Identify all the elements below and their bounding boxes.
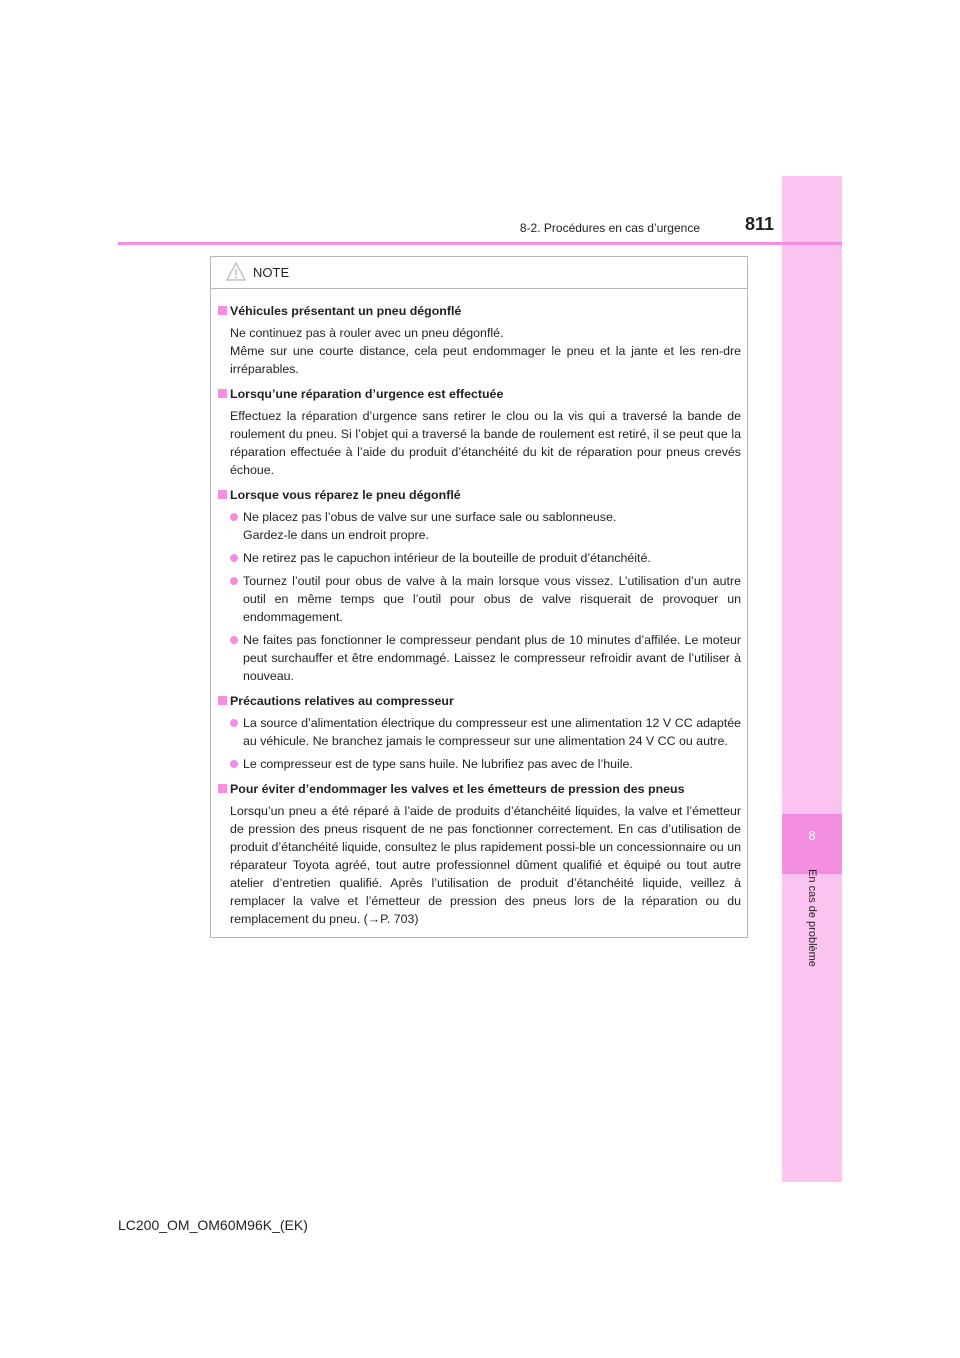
note-bullet-text: Tournez l’outil pour obus de valve à la main lorsque vous vissez. L’utilisation d’un autre outil en même temps que l’outil pour obus de valve risquerait de provoquer un endommagement. — [243, 574, 741, 624]
note-bullet — [218, 572, 741, 626]
note-paragraph: Ne continuez pas à rouler avec un pneu dégonflé. — [230, 326, 504, 340]
note-item — [218, 302, 741, 378]
note-title: NOTE — [253, 265, 290, 280]
note-item-heading: Pour éviter d’endommager les valves et les émetteurs de pression des pneus — [218, 780, 741, 798]
note-item-text — [218, 407, 741, 479]
note-item-text — [218, 802, 741, 928]
note-bullet-text: Gardez-le dans un endroit propre. — [243, 528, 429, 542]
note-item-heading: Lorsque vous réparez le pneu dégonflé — [218, 486, 741, 504]
note-body — [211, 289, 747, 928]
section-title: 8-2. Procédures en cas d’urgence — [519, 221, 700, 235]
note-item-text — [218, 324, 741, 378]
note-paragraph: Lorsqu’un pneu a été réparé à l’aide de produits d’étanchéité liquides, la valve et l’émetteur de pression des pneus risquent de ne pas fonctionner correctement. En cas d’utilisation de produit d’étanchéité liquide, consultez le plus rapidement possi-ble un concessionnaire ou un réparateur Toyota agréé, tout autre professionnel dûment qualifié et équipé ou tout autre atelier d’entretien qualifié. Après l’utilisation de produit d’étanchéité liquide, veillez à remplacer la valve et l’émetteur de pression des pneus lors de la réparation ou du remplacement du pneu. (→P. 703) — [230, 804, 741, 926]
note-bullet — [218, 631, 741, 685]
note-bullet-text: Ne faites pas fonctionner le compresseur pendant plus de 10 minutes d’affilée. Le moteur peut surchauffer et être endommagé. Laissez le compresseur refroidir avant de l’utiliser à nouveau. — [243, 633, 741, 683]
note-bullet — [218, 549, 741, 567]
note-bullet-text: La source d’alimentation électrique du compresseur est une alimentation 12 V CC adaptée au véhicule. Ne branchez jamais le compresseur sur une alimentation 24 V CC ou autre. — [243, 716, 741, 748]
note-item — [218, 780, 741, 928]
note-bullet — [218, 755, 741, 773]
note-item — [218, 385, 741, 479]
note-item-heading: Lorsqu’une réparation d’urgence est effectuée — [218, 385, 741, 403]
document-code: LC200_OM_OM60M96K_(EK) — [118, 1217, 308, 1233]
page-number: 811 — [744, 214, 774, 234]
note-paragraph: Même sur une courte distance, cela peut endommager le pneu et la jante et les ren-dre irréparables. — [230, 344, 741, 376]
header-rule — [118, 242, 842, 245]
note-bullet — [218, 508, 741, 544]
note-item — [218, 486, 741, 685]
warning-triangle-icon — [226, 262, 246, 281]
note-item — [218, 692, 741, 773]
note-header — [211, 257, 747, 289]
note-paragraph: Effectuez la réparation d’urgence sans retirer le clou ou la vis qui a traversé la bande de roulement du pneu. Si l’objet qui a traversé la bande de roulement est retiré, il se peut que la réparation effectuée à l’aide du produit d’étanchéité du kit de réparation pour pneus crevés échoue. — [230, 409, 741, 477]
note-bullet-text: Ne retirez pas le capuchon intérieur de la bouteille de produit d’étanchéité. — [243, 551, 651, 565]
note-bullet-text: Le compresseur est de type sans huile. Ne lubrifiez pas avec de l’huile. — [243, 757, 633, 771]
note-bullet-text: Ne placez pas l’obus de valve sur une surface sale ou sablonneuse. — [243, 510, 617, 524]
note-bullet — [218, 714, 741, 750]
chapter-number: 8 — [808, 828, 816, 843]
chapter-side-strip — [782, 176, 842, 1182]
note-item-heading: Véhicules présentant un pneu dégonflé — [218, 302, 741, 320]
note-item-heading: Précautions relatives au compresseur — [218, 692, 741, 710]
chapter-label-text: En cas de problème — [806, 869, 818, 967]
note-box — [210, 256, 748, 938]
